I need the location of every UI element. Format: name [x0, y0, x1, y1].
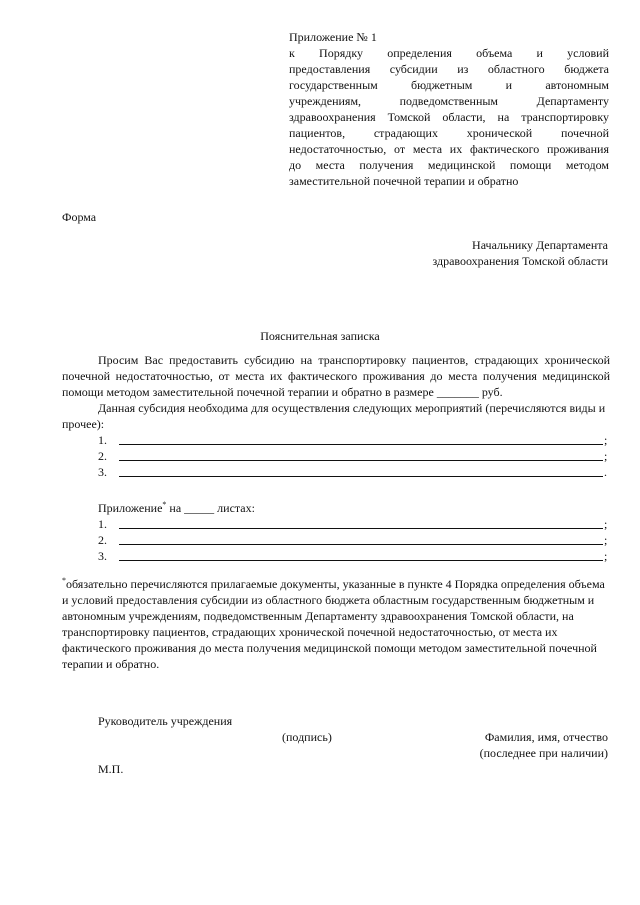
measure-end: ;: [604, 433, 608, 447]
signature-fio: Фамилия, имя, отчество: [484, 730, 608, 744]
request-paragraph: [62, 352, 610, 400]
attachment-line: [62, 500, 610, 516]
attachment-end: ;: [604, 533, 608, 547]
footnote-mark: *: [62, 576, 66, 585]
measure-line[interactable]: [119, 476, 603, 477]
appendix-header: [289, 29, 609, 189]
amount-blank[interactable]: _______: [436, 385, 479, 399]
signature-head: Руководитель учреждения: [98, 714, 233, 728]
appendix-line: недостаточностью, от места их фактического проживания: [289, 142, 609, 156]
attachment-number: 1.: [98, 517, 107, 531]
attachment-mark: *: [162, 500, 167, 509]
document-title: Пояснительная записка: [260, 329, 380, 343]
attachment-rule[interactable]: [119, 560, 603, 561]
appendix-line: здравоохранения Томской области, на транспортировку: [289, 110, 609, 124]
measure-end: .: [604, 465, 607, 479]
measure-row[interactable]: [62, 464, 610, 480]
measure-number: 1.: [98, 433, 107, 447]
attachment-number: 2.: [98, 533, 107, 547]
stamp-place: М.П.: [98, 762, 124, 776]
footnote-text: обязательно перечисляются прилагаемые документы, указанные в пункте 4 Порядка определения объема и условий предоставления субсидии из областного бюджета областным государственным бюджетным и автономным учреждениям, подведомственным Департаменту здравоохранения Томской области, на транспортировку пациентов, страдающих хронической почечной недостаточностью, от места их фактического проживания до места получения медицинской помощи методом заместительной почечной терапии и обратно.: [62, 577, 605, 671]
attachment-row[interactable]: [62, 548, 610, 564]
appendix-line: пациентов, страдающих хронической почечной: [289, 126, 609, 140]
measures-intro: Данная субсидия необходима для осуществления следующих мероприятий (перечисляются виды и прочее):: [62, 401, 606, 431]
addressee-line1: Начальнику Департамента: [472, 238, 608, 252]
attachment-number: 3.: [98, 549, 107, 563]
attachment-label: Приложение: [98, 501, 163, 515]
currency: руб.: [481, 385, 503, 399]
attachment-end: ;: [604, 517, 608, 531]
appendix-line: государственным бюджетным и автономным: [289, 78, 609, 92]
measure-number: 2.: [98, 449, 107, 463]
form-label: Форма: [62, 210, 97, 224]
appendix-line-last: заместительной почечной терапии и обратно: [289, 174, 519, 188]
measure-row[interactable]: [62, 448, 610, 464]
measure-line[interactable]: [119, 444, 603, 445]
request-text: Просим Вас предоставить субсидию на транспортировку пациентов, страдающих хронической почечной недостаточностью, от места их фактического проживания до места получения медицинской помощи методом заместительной почечной терапии и обратно в размере: [62, 353, 610, 399]
appendix-number: Приложение № 1: [289, 30, 377, 44]
attachment-row[interactable]: [62, 532, 610, 548]
measure-number: 3.: [98, 465, 107, 479]
attachment-on: на: [169, 501, 182, 515]
addressee-line2: здравоохранения Томской области: [432, 254, 608, 268]
signature-fio-note: (последнее при наличии): [479, 746, 608, 760]
addressee: [432, 237, 608, 269]
measure-line[interactable]: [119, 460, 603, 461]
measure-row[interactable]: [62, 432, 610, 448]
appendix-line: учреждениям, подведомственным Департаменту: [289, 94, 609, 108]
signature-sign: (подпись): [282, 730, 332, 744]
footnote: [62, 576, 610, 672]
attachment-rule[interactable]: [119, 544, 603, 545]
attachment-row[interactable]: [62, 516, 610, 532]
appendix-line: к Порядку определения объема и условий: [289, 46, 609, 60]
attachment-rule[interactable]: [119, 528, 603, 529]
attachment-end: ;: [604, 549, 608, 563]
appendix-line: до места получения медицинской помощи методом: [289, 158, 609, 172]
sheets-blank[interactable]: _____: [184, 501, 215, 515]
appendix-line: предоставления субсидии из областного бюджета: [289, 62, 609, 76]
measure-end: ;: [604, 449, 608, 463]
document-body: [62, 352, 610, 564]
attachment-sheets: листах:: [217, 501, 255, 515]
